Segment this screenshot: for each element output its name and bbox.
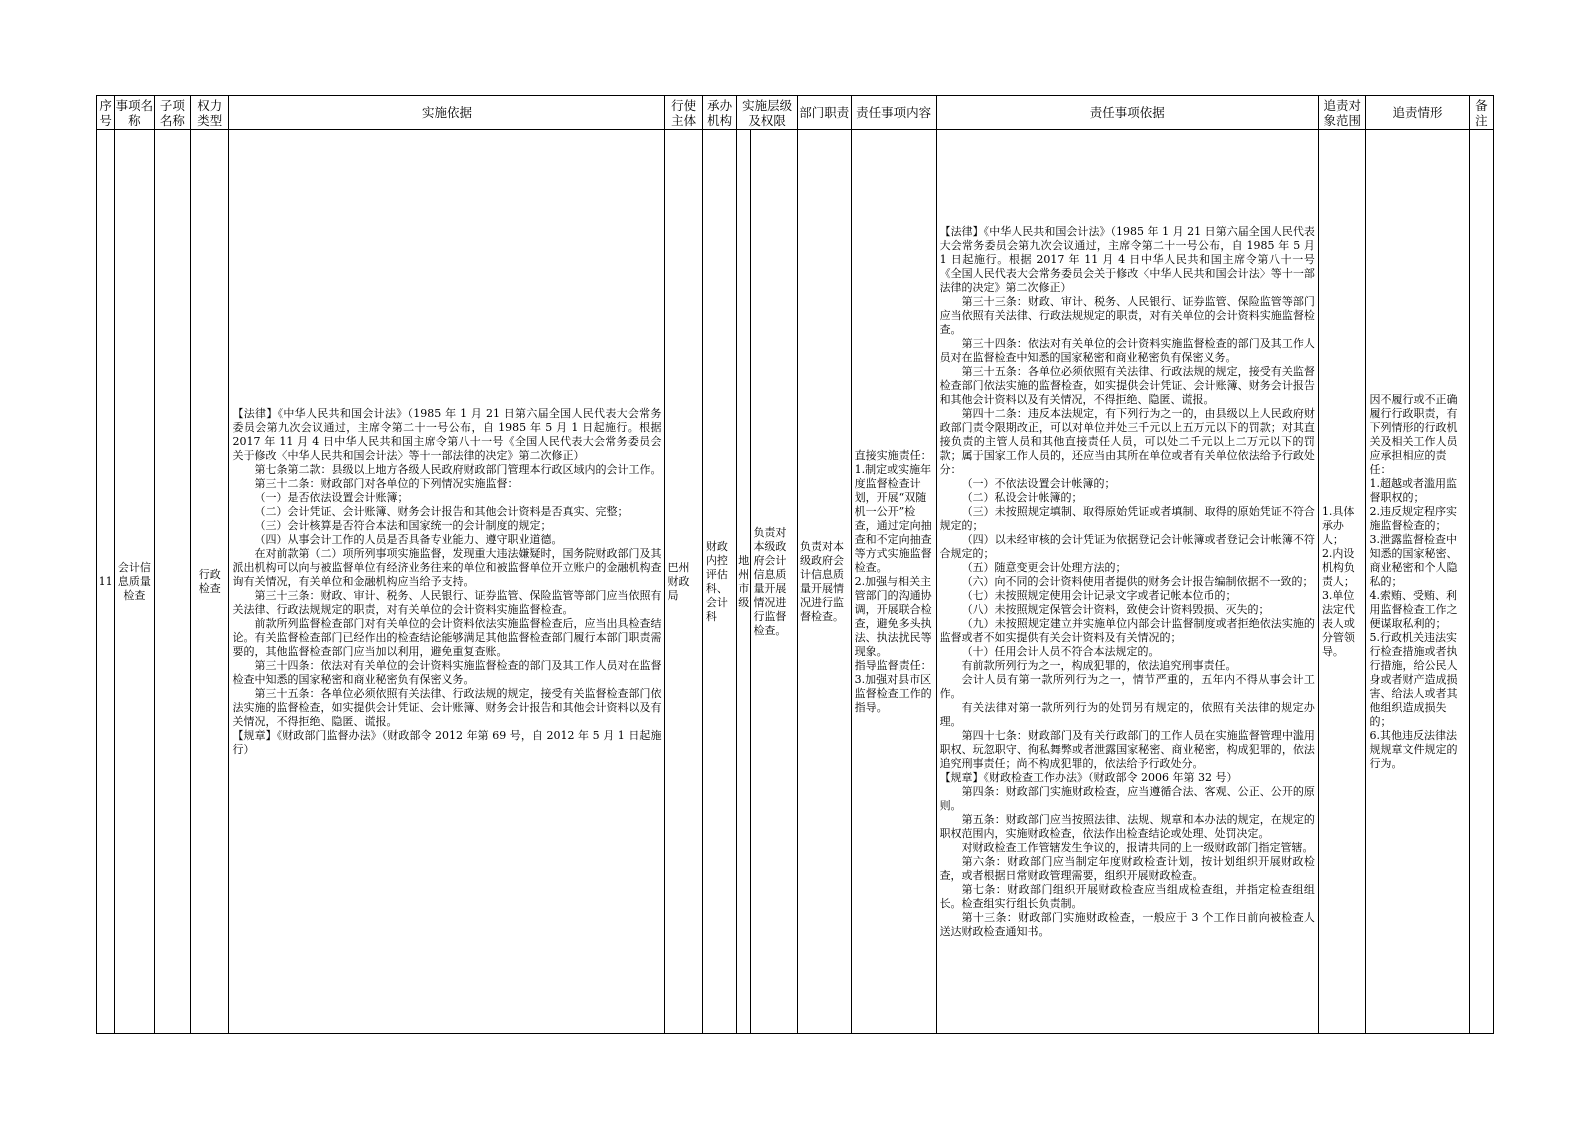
row-resp-basis [936, 130, 1318, 1034]
basis-line: （二）会计凭证、会计账簿、财务会计报告和其他会计资料是否真实、完整； [254, 504, 629, 518]
resp-basis-line: 第六条：财政部门应当制定年度财政检查计划，按计划组织开展财政检查，或者根据日常财政管理需要，组织开展财政检查。 [939, 854, 1315, 882]
row-cases [1366, 130, 1469, 1034]
resp-basis-line: 会计人员有第一款所列行为之一，情节严重的，五年内不得从事会计工作。 [939, 672, 1315, 700]
resp-line: 直接实施责任： [854, 448, 932, 462]
basis-line: 前款所列监督检查部门对有关单位的会计资料依法实施监督检查后，应当出具检查结论。有关监督检查部门已经作出的检查结论能够满足其他监督检查部门履行本部门职责需要的，其他监督检查部门应当加以利用，避免重复查账。 [232, 616, 662, 658]
header-item-name: 事项名称 [115, 97, 154, 128]
table-row [97, 130, 1494, 1034]
basis-line: （三）会计核算是否符合本法和国家统一的会计制度的规定； [254, 518, 552, 532]
header-level: 实施层级及权限 [737, 96, 798, 130]
resp-basis-line: 【规章】《财政检查工作办法》（财政部令 2006 年第 32 号） [939, 770, 1238, 784]
resp-basis-line: 第七条：财政部门组织开展财政检查应当组成检查组，并指定检查组组长。检查组实行组长负责制。 [939, 882, 1315, 910]
basis-line: 在对前款第（二）项所列事项实施监督，发现重大违法嫌疑时，国务院财政部门及其派出机构可以向与被监督单位有经济业务往来的单位和被监督单位开立账户的金融机构查询有关情况，有关单位和金融机构应当给予支持。 [232, 546, 662, 588]
resp-basis-line: （九）未按照规定建立并实施单位内部会计监督制度或者拒绝依法实施的监督或者不如实提供有关会计资料及有关情况的； [939, 616, 1315, 644]
resp-basis-line: （八）未按照规定保管会计资料，致使会计资料毁损、灭失的； [961, 602, 1270, 616]
cases-line: 3.泄露监督检查中知悉的国家秘密、商业秘密和个人隐私的； [1369, 532, 1458, 588]
resp-basis-line: （六）向不同的会计资料使用者提供的财务会计报告编制依据不一致的； [961, 574, 1314, 588]
row-resp [851, 130, 936, 1034]
resp-basis-line: 第三十三条：财政、审计、税务、人民银行、证券监管、保险监管等部门应当依照有关法律、行政法规规定的职责，对有关单位的会计资料实施监督检查。 [939, 294, 1315, 336]
basis-line: （四）从事会计工作的人员是否具备专业能力、遵守职业道德。 [254, 532, 563, 546]
basis-line: 第三十三条：财政、审计、税务、人民银行、证券监管、保险监管等部门应当依照有关法律、行政法规规定的职责，对有关单位的会计资料实施监督检查。 [232, 588, 662, 616]
power-list-table [96, 95, 1494, 1034]
resp-basis-line: 有关法律对第一款所列行为的处罚另有规定的，依照有关法律的规定办理。 [939, 700, 1315, 728]
basis-line: 第三十四条：依法对有关单位的会计资料实施监督检查的部门及其工作人员对在监督检查中知悉的国家秘密和商业秘密负有保密义务。 [232, 658, 662, 686]
header-resp-basis: 责任事项依据 [936, 96, 1318, 130]
resp-basis-line: 对财政检查工作管辖发生争议的，报请共同的上一级财政部门指定管辖。 [961, 840, 1314, 854]
header-seq: 序号 [97, 96, 115, 130]
scope-line: 2.内设机构负责人； [1321, 546, 1355, 588]
cases-line: 1.超越或者滥用监督职权的； [1369, 476, 1457, 504]
row-seq: 11 [97, 130, 115, 1034]
row-sub-name [154, 130, 190, 1034]
row-power-type: 行政检查 [191, 130, 229, 1034]
header-org: 承办机构 [702, 96, 736, 130]
resp-basis-line: 第十三条：财政部门实施财政检查，一般应于 3 个工作日前向被检查人送达财政检查通知书。 [939, 910, 1315, 938]
cases-line: 6.其他违反法律法规规章文件规定的行为。 [1369, 728, 1458, 770]
resp-basis-line: （十）任用会计人员不符合本法规定的。 [961, 644, 1160, 658]
row-scope [1318, 130, 1366, 1034]
resp-basis-line: 第三十五条：各单位必须依照有关法律、行政法规的规定，接受有关监督检查部门依法实施的监督检查，如实提供会计凭证、会计账簿、财务会计报告和其他会计资料以及有关情况，不得拒绝、隐匿、谎报。 [939, 364, 1315, 406]
cases-line: 2.违反规定程序实施监督检查的； [1369, 504, 1457, 532]
row-level-a: 地州市级 [737, 130, 751, 1034]
basis-line: 第三十二条：财政部门对各单位的下列情况实施监督： [254, 476, 519, 490]
row-item-name: 会计信息质量检查 [115, 130, 154, 1034]
resp-basis-line: 第四条：财政部门实施财政检查，应当遵循合法、客观、公正、公开的原则。 [939, 784, 1315, 812]
basis-line: （一）是否依法设置会计账簿； [254, 490, 409, 504]
row-subject: 巴州财政局 [665, 130, 702, 1034]
resp-basis-line: 有前款所列行为之一，构成犯罪的，依法追究刑事责任。 [961, 658, 1237, 672]
scope-line: 3.单位法定代表人或分管领导。 [1321, 588, 1355, 658]
resp-basis-line: 第四十二条：违反本法规定，有下列行为之一的，由县级以上人民政府财政部门责令限期改正，可以对单位并处三千元以上五万元以下的罚款；对其直接负责的主管人员和其他直接责任人员，可以处二千元以上二万元以下的罚款；属于国家工作人员的，还应当由其所在单位或者有关单位依法给予行政处分： [939, 406, 1315, 476]
cases-line: 因不履行或不正确履行行政职责，有下列情形的行政机关及相关工作人员应承担相应的责任： [1369, 392, 1458, 476]
header-resp: 责任事项内容 [851, 96, 936, 130]
header-duty: 部门职责 [797, 96, 851, 130]
row-org: 财政内控评估科、会计科 [702, 130, 736, 1034]
basis-line: 第七条第二款：县级以上地方各级人民政府财政部门管理本行政区域内的会计工作。 [254, 462, 662, 476]
header-scope: 追责对象范围 [1318, 96, 1366, 130]
header-cases: 追责情形 [1366, 96, 1469, 130]
resp-basis-line: （四）以未经审核的会计凭证为依据登记会计帐簿或者登记会计帐簿不符合规定的； [939, 532, 1315, 560]
resp-line: 指导监督责任： [854, 658, 932, 672]
row-note [1469, 130, 1493, 1034]
resp-basis-line: （三）未按照规定填制、取得原始凭证或者填制、取得的原始凭证不符合规定的； [939, 504, 1315, 532]
resp-basis-line: 第四十七条：财政部门及有关行政部门的工作人员在实施监督管理中滥用职权、玩忽职守、徇私舞弊或者泄露国家秘密、商业秘密，构成犯罪的，依法追究刑事责任；尚不构成犯罪的，依法给予行政处分。 [939, 728, 1315, 770]
cases-line: 4.索贿、受贿、利用监督检查工作之便谋取私利的； [1369, 588, 1458, 630]
scope-line: 1.具体承办人； [1321, 504, 1355, 546]
resp-basis-line: （七）未按照规定使用会计记录文字或者记帐本位币的； [961, 588, 1237, 602]
row-duty: 负责对本级政府会计信息质量开展情况进行监督检查。 [797, 130, 851, 1034]
resp-basis-line: （二）私设会计帐簿的； [961, 490, 1083, 504]
header-subject: 行使主体 [665, 96, 702, 130]
basis-line: 【规章】《财政部门监督办法》（财政部令 2012 年第 69 号，自 2012 年 5 月 1 日起施行） [232, 728, 662, 756]
resp-line: 3.加强对县市区监督检查工作的指导。 [854, 672, 932, 714]
header-basis: 实施依据 [229, 96, 665, 130]
resp-basis-line: （一）不依法设置会计帐簿的； [961, 476, 1116, 490]
header-row [97, 96, 1494, 130]
header-note: 备注 [1469, 96, 1493, 130]
resp-basis-line: 第三十四条：依法对有关单位的会计资料实施监督检查的部门及其工作人员对在监督检查中知悉的国家秘密和商业秘密负有保密义务。 [939, 336, 1315, 364]
resp-line: 1.制定或实施年度监督检查计划，开展“双随机一公开”检查，通过定向抽查和不定向抽查等方式实施监督检查。 [854, 462, 932, 574]
resp-basis-line: 【法律】《中华人民共和国会计法》（1985 年 1 月 21 日第六届全国人民代表大会常务委员会第九次会议通过，主席令第二十一号公布，自 1985 年 5 月 1 日起施行。根据 2017 年 11 月 4 日中华人民共和国主席令第八十一号《全国人民代表大会常务委员会关于修改〈中华人民共和国会计法〉等十一部法律的决定》第二次修正） [939, 224, 1315, 294]
resp-line: 2.加强与相关主管部门的沟通协调，开展联合检查，避免多头执法、执法扰民等现象。 [854, 574, 932, 658]
resp-basis-line: （五）随意变更会计处理方法的； [961, 560, 1127, 574]
basis-line: 【法律】《中华人民共和国会计法》（1985 年 1 月 21 日第六届全国人民代表大会常务委员会第九次会议通过，主席令第二十一号公布，自 1985 年 5 月 1 日起施行。根据 2017 年 11 月 4 日中华人民共和国主席令第八十一号《全国人民代表大会常务委员会关于修改〈中华人民共和国会计法〉等十一部法律的决定》第二次修正） [232, 406, 662, 462]
cases-line: 5.行政机关违法实行检查措施或者执行措施，给公民人身或者财产造成损害、给法人或者其他组织造成损失的； [1369, 630, 1458, 728]
header-power-type: 权力类型 [191, 96, 229, 130]
basis-line: 第三十五条：各单位必须依照有关法律、行政法规的规定，接受有关监督检查部门依法实施的监督检查，如实提供会计凭证、会计账簿、财务会计报告和其他会计资料以及有关情况，不得拒绝、隐匿、谎报。 [232, 686, 662, 728]
header-sub-name: 子项名称 [154, 96, 190, 130]
row-basis [229, 130, 665, 1034]
row-level-b: 负责对本级政府会计信息质量开展情况进行监督检查。 [751, 130, 798, 1034]
resp-basis-line: 第五条：财政部门应当按照法律、法规、规章和本办法的规定，在规定的职权范围内，实施财政检查，依法作出检查结论或处理、处罚决定。 [939, 812, 1315, 840]
